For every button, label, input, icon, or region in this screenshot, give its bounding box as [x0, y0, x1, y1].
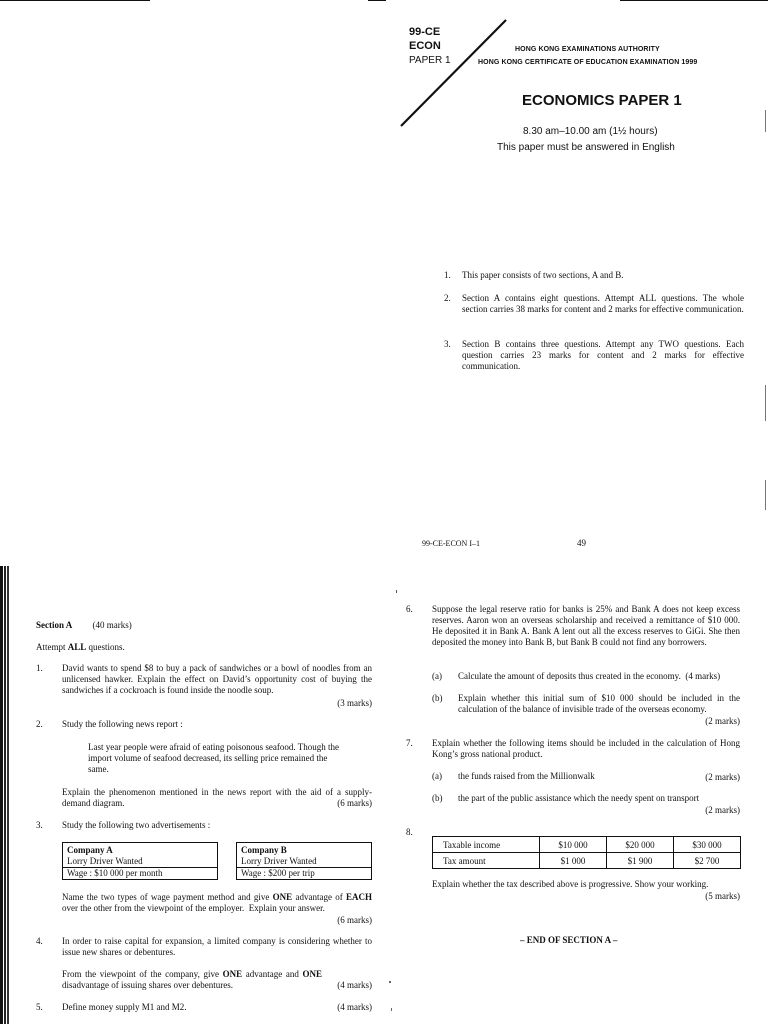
section-marks: (40 marks): [92, 620, 132, 630]
question-marks: (3 marks): [337, 698, 372, 708]
part-label: (a): [432, 771, 442, 781]
question-number: 5.: [36, 1002, 43, 1012]
question-text: Study the following news report :: [62, 719, 183, 729]
table-cell: $1 900: [607, 853, 674, 869]
scan-edge-line: [620, 0, 768, 1]
part-text: Explain whether this initial sum of $10 000 should be included in the calculation of the balance of invisible trade of the overseas economy.: [458, 693, 740, 714]
part-text: the funds raised from the Millionwalk: [458, 771, 595, 781]
scan-speck: [389, 981, 391, 983]
part-marks: (2 marks): [705, 805, 740, 815]
instruction-number: 3.: [444, 339, 451, 349]
instruction-number: 2.: [444, 293, 451, 303]
question-marks: (6 marks): [337, 915, 372, 925]
paper-code-line1: 99-CE: [409, 26, 441, 38]
binding-edge: [0, 566, 9, 1024]
authority-name: HONG KONG EXAMINATIONS AUTHORITY: [515, 46, 660, 53]
part-label: (b): [432, 693, 443, 703]
advertisement-company-b: [236, 842, 372, 880]
part-marks: (4 marks): [685, 671, 721, 681]
scan-speck: [396, 590, 397, 593]
instruction-text: Section A contains eight questions. Attempt ALL questions. The whole section carries 38 marks for content and 2 marks for effective communication.: [462, 293, 744, 314]
scan-speck: [391, 1008, 392, 1011]
question-3: [36, 820, 372, 831]
scan-edge-line: [765, 480, 766, 510]
table-row-label: Taxable income: [433, 837, 540, 853]
table-cell: $10 000: [540, 837, 607, 853]
question-text: David wants to spend $8 to buy a pack of sandwiches or a bowl of noodles from an unlicensed hawker. Explain the effect on David’s opportunity cost of buying the sandwiches if a cockroach is found inside the noodle soup.: [62, 663, 372, 695]
part-label: (b): [432, 793, 443, 803]
part-marks: (2 marks): [705, 772, 740, 782]
question-7b: [432, 793, 740, 804]
table-row: [433, 853, 741, 869]
question-6: [406, 604, 740, 648]
diagonal-rule: [398, 18, 510, 130]
exam-name: HONG KONG CERTIFICATE OF EDUCATION EXAMINATION 1999: [478, 59, 698, 66]
question-text: Suppose the legal reserve ratio for banks is 25% and Bank A does not keep excess reserves. Aaron won an overseas scholarship and received a remittance of $10 000. He deposited it in Bank A. Bank A lent out all the excess reserves to GiGi. She then deposited the money into Bank B, but Bank B could not find any borrowers.: [432, 604, 740, 647]
question-text: Explain whether the following items should be included in the calculation of Hong Kong’s gross national product.: [432, 738, 740, 759]
scan-edge-line: [765, 110, 766, 132]
scan-edge-line: [765, 385, 766, 421]
footer-code: 99-CE-ECON I–1: [422, 539, 480, 548]
tax-table: [432, 836, 741, 869]
ad-wage: Wage : $10 000 per month: [63, 867, 217, 879]
question-1: [36, 663, 372, 696]
question-number: 7.: [406, 738, 413, 748]
question-7a: [432, 771, 682, 782]
table-cell: $20 000: [607, 837, 674, 853]
question-number: 3.: [36, 820, 43, 830]
ad-line: Lorry Driver Wanted: [67, 856, 143, 866]
part-label: (a): [432, 671, 442, 681]
question-marks: (4 marks): [337, 1002, 372, 1012]
question-2: [36, 719, 372, 730]
instruction-text: This paper consists of two sections, A and B.: [462, 270, 624, 280]
question-5: [36, 1002, 372, 1013]
table-cell: $2 700: [674, 853, 741, 869]
question-2-task: Explain the phenomenon mentioned in the news report with the aid of a supply-demand diagram.: [62, 787, 372, 808]
scan-edge-line: [0, 0, 150, 1]
language-note: This paper must be answered in English: [497, 142, 675, 153]
question-text: Define money supply M1 and M2.: [62, 1002, 187, 1012]
table-cell: $30 000: [674, 837, 741, 853]
question-7: [406, 738, 740, 760]
table-row-label: Tax amount: [433, 853, 540, 869]
end-of-section-note: – END OF SECTION A –: [520, 935, 618, 945]
footer-page-number: 49: [577, 538, 586, 548]
paper-title: ECONOMICS PAPER 1: [522, 92, 682, 109]
question-8-task: Explain whether the tax described above is progressive. Show your working.: [432, 879, 709, 889]
instruction-number: 1.: [444, 270, 451, 280]
exam-time: 8.30 am–10.00 am (1½ hours): [523, 126, 658, 137]
ad-line: Lorry Driver Wanted: [241, 856, 317, 866]
question-number: 8.: [406, 827, 413, 837]
paper-code-line3: PAPER 1: [409, 55, 451, 66]
part-text: the part of the public assistance which the needy spent on transport: [458, 793, 700, 803]
question-4: [36, 936, 372, 958]
question-marks: (5 marks): [705, 891, 740, 901]
question-3-task: Name the two types of wage payment method and give ONE advantage of EACH over the other from the viewpoint of the employer. Explain your answer.: [62, 892, 372, 913]
ad-title: Company A: [67, 845, 113, 855]
instruction-text: Section B contains three questions. Attempt any TWO questions. Each question carries 23 marks for content and 2 marks for effective communication.: [462, 339, 744, 371]
question-number: 2.: [36, 719, 43, 729]
question-marks: (6 marks): [337, 798, 372, 808]
instruction-item: [444, 339, 744, 372]
advertisement-company-a: [62, 842, 218, 880]
question-number: 1.: [36, 663, 43, 673]
question-number: 4.: [36, 936, 43, 946]
news-report-quote: Last year people were afraid of eating poisonous seafood. Though the import volume of seafood decreased, its selling price remained the same.: [88, 742, 340, 774]
table-cell: $1 000: [540, 853, 607, 869]
question-number: 6.: [406, 604, 413, 614]
question-text: Study the following two advertisements :: [62, 820, 211, 830]
question-6b: [432, 693, 740, 715]
ad-wage: Wage : $200 per trip: [237, 867, 371, 879]
question-marks: (4 marks): [337, 980, 372, 990]
scan-edge-line: [368, 0, 386, 1]
part-marks: (2 marks): [705, 716, 740, 726]
question-6a: [432, 671, 740, 682]
instruction-item: [444, 270, 744, 281]
instruction-item: [444, 293, 744, 315]
question-4-task: From the viewpoint of the company, give ONE advantage and ONE disadvantage of issuing shares over debentures.: [62, 969, 322, 990]
section-a-heading-row: [36, 620, 132, 630]
paper-code-line2: ECON: [409, 40, 441, 52]
question-text: In order to raise capital for expansion, a limited company is considering whether to issue new shares or debentures.: [62, 936, 372, 957]
section-heading: Section A: [36, 620, 73, 630]
section-instruction: Attempt ALL questions.: [36, 642, 125, 652]
ad-title: Company B: [241, 845, 287, 855]
part-text: Calculate the amount of deposits thus created in the economy. (4 marks): [458, 671, 721, 681]
table-row: [433, 837, 741, 853]
